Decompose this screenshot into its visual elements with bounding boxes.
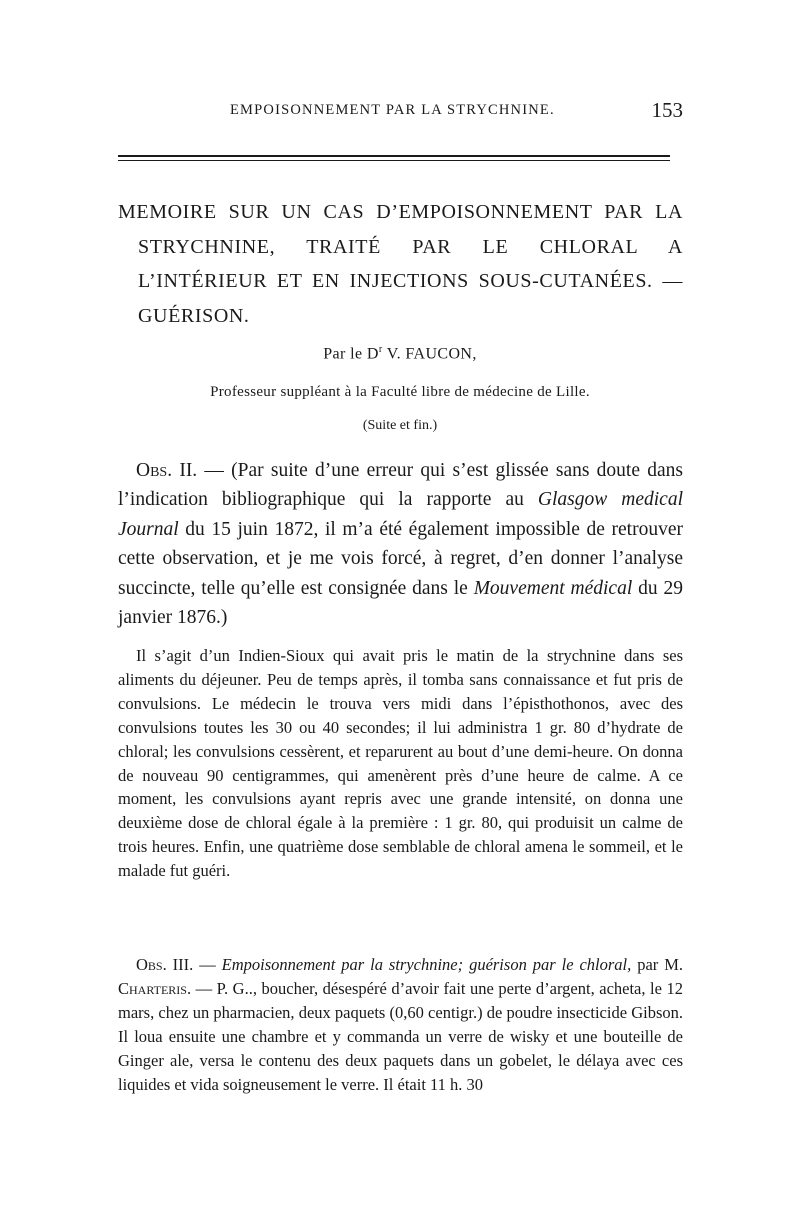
observation-3-text: . — P. G.., boucher, désespéré d’avoir fait une perte d’argent, acheta, le 12 mars, chez un pharmacien, deux paquets (0,60 centigr.) de poudre insecticide Gibson. Il loua ensuite une chambre et y commanda un verre de wisky et une bouteille de Ginger ale, versa le contenu des deux paquets dans un gobelet, le délaya avec ces liquides et vida soigneusement le verre. Il était 11 h. 30 bbox=[118, 978, 683, 1094]
running-head bbox=[118, 98, 683, 122]
observation-2-case-body: Il s’agit d’un Indien-Sioux qui avait pris le matin de la strychnine dans ses aliments du déjeuner. Peu de temps après, il tomba sans connaissance et fut pris de convulsions. Le médecin le trouva vers midi dans l’épisthothonos, avec des convulsions toutes les 30 ou 40 secondes; il lui administra 1 gr. 80 d’hydrate de chloral; les convulsions cessèrent, et reparurent au bout d’une demi-heure. On donna de nouveau 90 centigrammes, qui amenèrent près d’une heure de calme. A ce moment, les convulsions ayant repris avec une grande intensité, on donna une deuxième dose de chloral égale à la première : 1 gr. 80, qui produisit un calme de trois heures. Enfin, une quatrième dose semblable de chloral amena le sommeil, et le malade fut guéri. bbox=[118, 646, 683, 881]
author-line bbox=[0, 344, 800, 363]
observation-2-label: Obs. II. bbox=[136, 460, 198, 481]
header-rule-thick bbox=[118, 155, 670, 157]
observation-2-text-3: du 29 janvier 1876.) bbox=[118, 577, 683, 629]
observation-2-journal: Glasgow medical Journal bbox=[118, 489, 683, 540]
author-name: V. FAUCON, bbox=[382, 345, 477, 363]
observation-3-label: Obs. III. bbox=[136, 955, 194, 974]
observation-3-author: Charteris bbox=[118, 978, 187, 998]
article-title: MEMOIRE SUR UN CAS D’EMPOISONNEMENT PAR LA STRYCHNINE, TRAITÉ PAR LE CHLORAL A L’INTÉRIEUR ET EN INJECTIONS SOUS-CUTANÉES. — GUÉRISON. bbox=[118, 201, 683, 327]
author-title-superscript: r bbox=[378, 344, 383, 355]
observation-3-by: par M. bbox=[631, 955, 684, 974]
observation-3-heading: Empoisonnement par la strychnine; guérison par le chloral, bbox=[221, 955, 632, 974]
observation-2-text-1: — (Par suite d’une erreur qui s’est glissée sans doute dans l’indication bibliographique qui la rapporte au bbox=[118, 460, 683, 511]
running-head-title: EMPOISONNEMENT PAR LA STRYCHNINE. bbox=[230, 102, 555, 118]
page-number: 153 bbox=[651, 98, 683, 122]
observation-2-source: Mouvement médical bbox=[473, 577, 633, 599]
author-affiliation: Professeur suppléant à la Faculté libre de médecine de Lille. bbox=[210, 384, 590, 400]
observation-2-text-2: du 15 juin 1872, il m’a été également impossible de retrouver cette observation, et je me vois forcé, à regret, d’en donner l’analyse succincte, telle qu’elle est consignée dans le bbox=[118, 518, 683, 599]
observation-2-intro bbox=[118, 456, 683, 632]
observation-3-dash: — bbox=[193, 955, 222, 974]
observation-3 bbox=[118, 953, 683, 1096]
continuation-note: (Suite et fin.) bbox=[362, 418, 438, 433]
header-rule-thin bbox=[118, 160, 670, 161]
author-prefix: Par le D bbox=[323, 345, 379, 363]
